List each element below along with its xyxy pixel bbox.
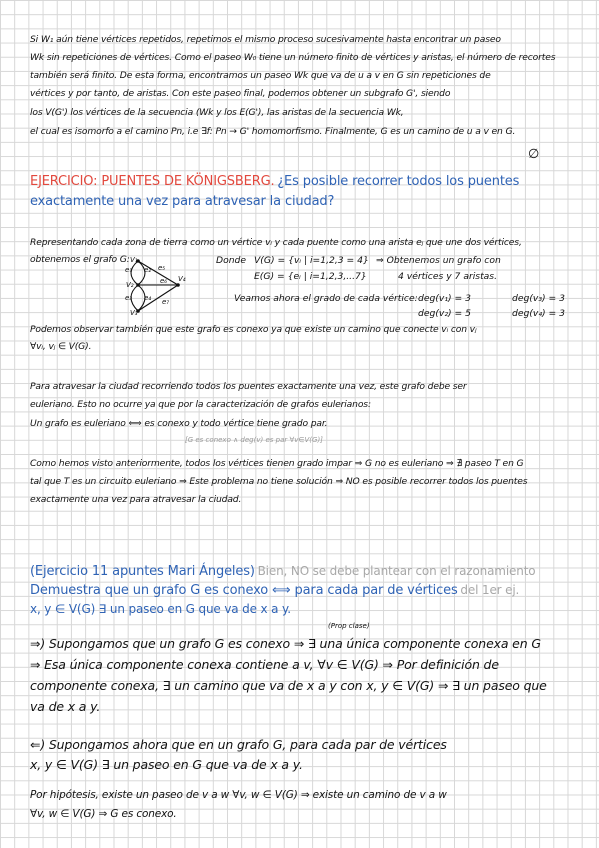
text-line: los V(G') los vértices de la secuencia (Wk y los E(G'), las aristas de la secuencia Wk, xyxy=(30,107,404,118)
donde-label: Donde xyxy=(216,255,247,266)
proof-line: ⇒) Supongamos que un grafo G es conexo ⇒ ∃ una única componente conexa en G xyxy=(30,636,541,651)
proof-line: ⇐) Supongamos ahora que en un grafo G, para cada par de vértices xyxy=(30,737,447,752)
proof-line: componente conexa, ∃ un camino que va de x a y con x, y ∈ V(G) ⇒ ∃ un paseo que xyxy=(30,678,547,693)
text-line: Un grafo es euleriano ⟺ es conexo y todo vértice tiene grado par. xyxy=(30,418,328,429)
exercise-title-question: ¿Es posible recorrer todos los puentes xyxy=(277,174,520,189)
euler-condition-note: [G es conexo ∧ deg(v) es par ∀v∈V(G)] xyxy=(185,436,323,444)
vertex-label: V₁ xyxy=(130,257,138,264)
exercise2-statement-text: Demuestra que un grafo G es conexo ⟺ para cada par de vértices xyxy=(30,583,458,598)
conclusion-a: ⇒ Obtenemos un grafo con xyxy=(376,255,501,266)
text-line: Como hemos visto anteriormente, todos los vértices tienen grado impar ⇒ G no es euleriano ⇒ ∄ paseo T en G xyxy=(30,458,524,469)
exercise-title-red: EJERCICIO: PUENTES DE KÖNIGSBERG. xyxy=(30,174,275,189)
text-line: euleriano. Esto no ocurre ya que por la caracterización de grafos eulerianos: xyxy=(30,399,371,410)
vertex-set: V(G) = {vᵢ | i=1,2,3 = 4} xyxy=(254,255,369,266)
edge-label: e₅ xyxy=(158,264,166,272)
degree-intro: Veamos ahora el grado de cada vértice: xyxy=(234,293,418,304)
exercise-title xyxy=(30,174,519,189)
teacher-comment-cont: del 1er ej. xyxy=(460,583,520,597)
degree-v2: deg(v₂) = 5 xyxy=(418,308,471,319)
text-line: vértices y por tanto, de aristas. Con este paseo final, podemos obtener un subgrafo G', siendo xyxy=(30,88,451,99)
text-line: obtenemos el grafo G: xyxy=(30,254,130,265)
text-line: exactamente una vez para atravesar la ciudad. xyxy=(30,494,242,505)
proof-line: ∀v, w ∈ V(G) ⇒ G es conexo. xyxy=(30,808,177,820)
degree-v4: deg(v₄) = 3 xyxy=(512,308,565,319)
edge-label: e₄ xyxy=(144,294,152,302)
vertex-label: V₂ xyxy=(126,281,134,289)
text-line: Representando cada zona de tierra como un vértice vᵢ y cada puente como una arista eⱼ que une dos vértices, xyxy=(30,237,522,248)
exercise2-statement xyxy=(30,583,519,598)
proof-line: Por hipótesis, existe un paseo de v a w ∀v, w ∈ V(G) ⇒ existe un camino de v a w xyxy=(30,789,447,801)
edge-label: e₆ xyxy=(160,277,168,285)
proof-line: x, y ∈ V(G) ∃ un paseo en G que va de x a y. xyxy=(30,757,303,772)
text-line: el cual es isomorfo a el camino Pn, i.e ∃f: Pn → G' homomorfismo. Finalmente, G es un camino de u a v en G. xyxy=(30,126,516,137)
edge-set: E(G) = {eᵢ | i=1,2,3,...7} xyxy=(254,271,367,282)
text-line: también será finito. De esta forma, encontramos un paseo Wk que va de u a v en G sin repeticiones de xyxy=(30,70,491,81)
exercise2-statement-cont: x, y ∈ V(G) ∃ un paseo en G que va de x a y. xyxy=(30,602,291,616)
proof-line: va de x a y. xyxy=(30,699,101,714)
text-line: Para atravesar la ciudad recorriendo todos los puentes exactamente una vez, este grafo debe ser xyxy=(30,381,467,392)
proof-line: ⇒ Esa única componente conexa contiene a v, ∀v ∈ V(G) ⇒ Por definición de xyxy=(30,657,499,672)
vertex-label: V₄ xyxy=(178,275,186,283)
vertex-label: V₃ xyxy=(130,309,138,317)
konigsberg-graph xyxy=(108,257,186,317)
edge-label: e₁ xyxy=(125,266,133,274)
degree-v1: deg(v₁) = 3 xyxy=(418,293,471,304)
text-line: Wk sin repeticiones de vértices. Como el paseo W₀ tiene un número finito de vértices y aristas, el número de recortes xyxy=(30,52,556,63)
conclusion-b: 4 vértices y 7 aristas. xyxy=(398,271,498,282)
exercise2-source: (Ejercicio 11 apuntes Mari Ángeles) xyxy=(30,564,255,579)
text-line: tal que T es un circuito euleriano ⇒ Este problema no tiene solución ⇒ NO es posible recorrer todos los puentes xyxy=(30,476,528,487)
text-line: ∀vᵢ, vⱼ ∈ V(G). xyxy=(30,341,92,352)
edge-label: e₇ xyxy=(162,298,170,306)
degree-v3: deg(v₃) = 3 xyxy=(512,293,565,304)
qed-mark: ∅ xyxy=(528,147,540,162)
edge-label: e₃ xyxy=(125,294,133,302)
text-line: Podemos observar también que este grafo es conexo ya que existe un camino que conecte vᵢ con vⱼ xyxy=(30,324,477,335)
teacher-comment: Bien, NO se debe plantear con el razonamiento xyxy=(257,564,536,578)
exercise2-heading xyxy=(30,564,535,579)
text-line: Si W₁ aún tiene vértices repetidos, repetimos el mismo proceso sucesivamente hasta encontrar un paseo xyxy=(30,34,501,45)
edge-label: e₂ xyxy=(144,266,152,274)
prop-clase-note: (Prop clase) xyxy=(328,622,370,630)
exercise-title-question-cont: exactamente una vez para atravesar la ciudad? xyxy=(30,194,335,209)
